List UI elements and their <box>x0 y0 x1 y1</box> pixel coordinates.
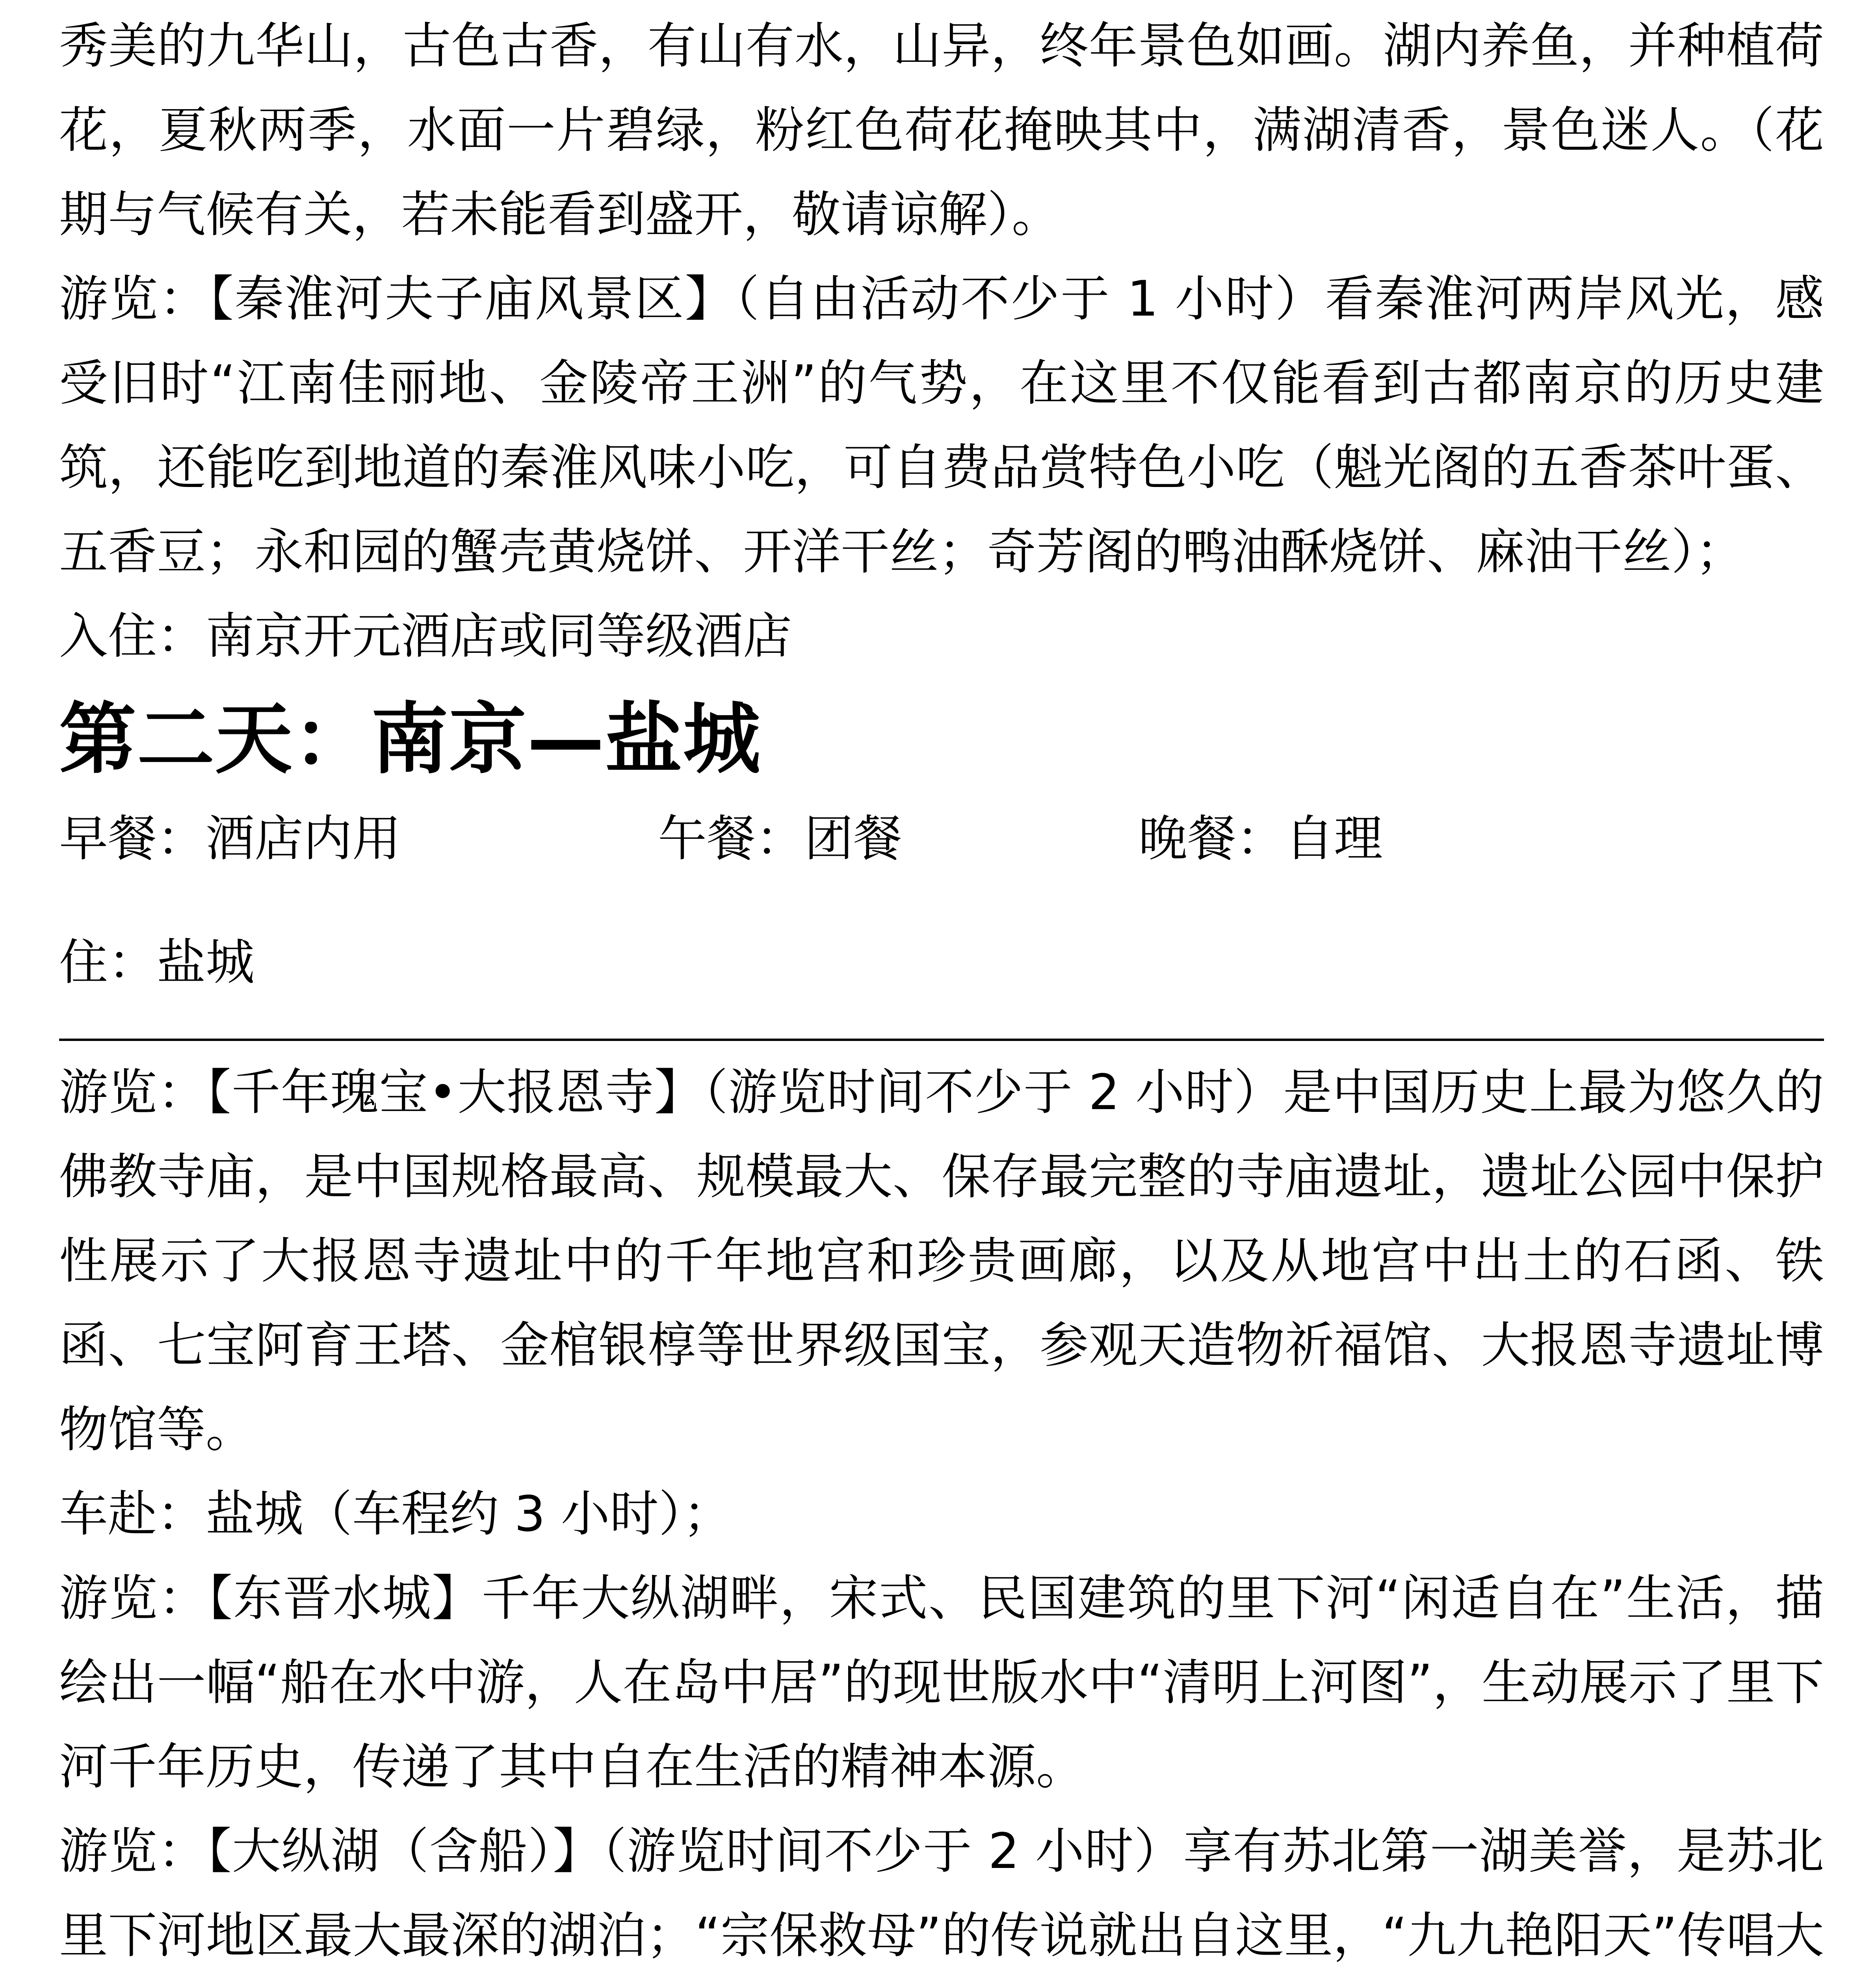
paragraph-dazonghu: 游览：【大纵湖（含船）】（游览时间不少于 2 小时）享有苏北第一湖美誉，是苏北里下河地区最大最深的湖泊；“宗保救母”的传说就出自这里，“九九艳阳天”传唱大 <box>59 1823 1824 1964</box>
meals-row <box>59 797 1824 881</box>
paragraph-dongjin: 游览：【东晋水城】千年大纵湖畔，宋式、民国建筑的里下河“闲适自在”生活，描绘出一幅“船在水中游，人在岛中居”的现世版水中“清明上河图”，生动展示了里下河千年历史，传递了其中自在生活的精神本源。 <box>59 1570 1824 1795</box>
document-page <box>59 0 1824 1970</box>
day2-title: 第二天：南京—盐城 <box>59 695 762 784</box>
paragraph-hotel: 入住：南京开元酒店或同等级酒店 <box>59 608 792 665</box>
breakfast-label: 早餐：酒店内用 <box>59 810 401 867</box>
paragraph-transfer: 车赴：盐城（车程约 3 小时）； <box>59 1486 732 1543</box>
dinner-label: 晚餐：自理 <box>1139 810 1383 867</box>
paragraph-dabaoensi: 游览：【千年瑰宝•大报恩寺】（游览时间不少于 2 小时）是中国历史上最为悠久的佛教寺庙，是中国规格最高、规模最大、保存最完整的寺庙遗址，遗址公园中保护性展示了大报恩寺遗址中的千年地宫和珍贵画廊，以及从地宫中出土的石函、铁函、七宝阿育王塔、金棺银椁等世界级国宝，参观天造物祈福馆、大报恩寺遗址博物馆等。 <box>59 1064 1824 1458</box>
stay-label: 住：盐城 <box>59 934 255 991</box>
divider <box>59 1039 1824 1041</box>
paragraph-jiuhuashan: 秀美的九华山，古色古香，有山有水，山异，终年景色如画。湖内养鱼，并种植荷花，夏秋两季，水面一片碧绿，粉红色荷花掩映其中，满湖清香，景色迷人。（花期与气候有关，若未能看到盛开，敬请谅解）。 <box>59 18 1824 243</box>
paragraph-qinhuai: 游览：【秦淮河夫子庙风景区】（自由活动不少于 1 小时）看秦淮河两岸风光，感受旧时“江南佳丽地、金陵帝王洲”的气势，在这里不仅能看到古都南京的历史建筑，还能吃到地道的秦淮风味小吃，可自费品赏特色小吃（魁光阁的五香茶叶蛋、五香豆；永和园的蟹壳黄烧饼、开洋干丝；奇芳阁的鸭油酥烧饼、麻油干丝）； <box>59 271 1824 580</box>
lunch-label: 午餐：团餐 <box>658 810 903 867</box>
